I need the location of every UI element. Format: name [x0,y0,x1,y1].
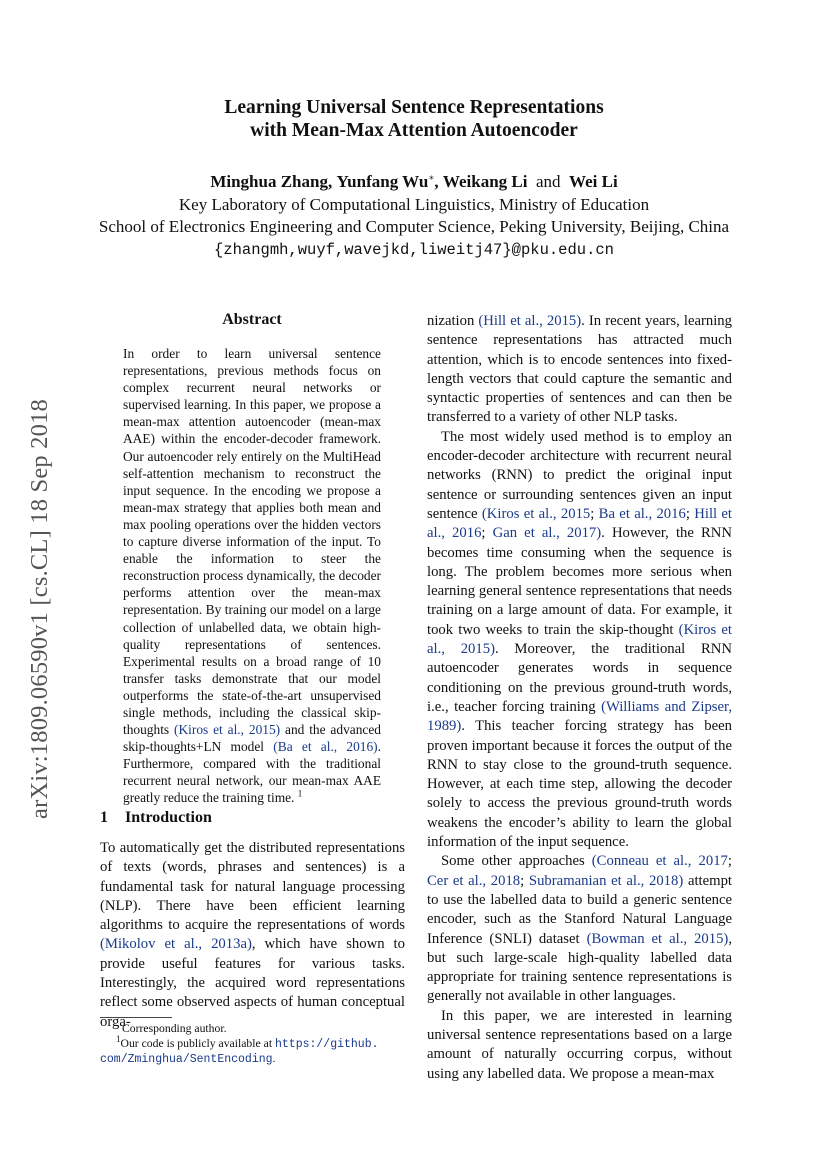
citation-separator: ; [590,505,599,522]
citation-link[interactable]: (Conneau et al., 2017 [591,853,728,870]
citation-link[interactable]: (Mikolov et al., 2013a) [100,936,252,953]
footnotes [100,1022,405,1068]
paragraph-text: . Moreover, the traditional RNN autoencoder generates words in sequence conditioning on the previous ground-truth words, i.e., teacher forcing training [427,641,733,715]
author-2: Yunfang Wu [336,172,429,191]
affiliation-2: School of Electronics Engineering and Computer Science, Peking University, Beijing, China [98,217,730,236]
left-column-body [100,839,405,1032]
title-line-2: with Mean-Max Attention Autoencoder [250,120,578,141]
citation-link[interactable]: Gan et al., 2017) [492,525,602,542]
author-block [0,171,828,261]
footnote-rule [100,1017,172,1018]
paragraph [427,428,732,853]
author-4: Wei Li [569,172,618,191]
section-number: 1 [100,809,108,826]
paragraph-text: attempt to use the labelled data to build a generic sentence encoder, such as the Stanford Natural Language Inference (SNLI) dataset [427,872,732,947]
footnote-corresponding: Corresponding author. [122,1022,227,1035]
right-column-body [427,312,732,1084]
abstract-text: In order to learn universal sentence representations, previous methods focus on complex recurrent neural networks or supervised learning. In this paper, we propose a mean-max attention autoencoder (mean-max AAE) within the encoder-decoder framework. Our autoencoder rely entirely on the MultiHead self-attention mechanism to reconstruct the input sequence. In the encoding we propose a mean-max strategy that applies both mean and max pooling operations over the hidden vectors to capture diverse information of the input. To enable the information to steer the reconstruction process dynamically, the decoder performs attention over the mean-max representation. By training our model on a large collection of unlabelled data, we obtain high-quality representations of sentences. Experimental results on a broad range of 10 transfer tasks demonstrate that our model outperforms the state-of-the-art unsupervised single methods, including the classical skip-thoughts [123,346,381,738]
title-line-1: Learning Universal Sentence Representations [224,97,604,118]
footnote-number: 1 [116,1033,121,1044]
paragraph [100,839,405,1032]
citation-link[interactable]: Subramanian et al., 2018) [528,872,684,889]
citation-separator: ; [520,872,529,889]
section-heading-introduction [100,809,212,827]
abstract-text: . Furthermore, compared with the traditional recurrent neural network, our mean-max AAE greatly reduce the training time. [123,739,382,806]
paragraph-text: The most widely used method is to employ an encoder-decoder architecture with recurrent neural networks (RNN) to predict the original input sentence or surrounding sentences given an input sentence [427,428,732,522]
author-and: and [535,172,561,191]
arxiv-sidebar [22,363,58,855]
footnote-text: . [272,1052,276,1065]
citation-link[interactable]: (Williams and Zipser, 1989) [427,698,732,735]
citation-link[interactable]: (Kiros et al., 2015) [427,621,732,658]
abstract-text: and the advanced skip-thoughts+LN model [123,722,381,755]
footnote-mark: 1 [297,788,303,799]
citation-separator: ; [727,853,732,870]
citation-link[interactable]: Cer et al., 2018 [427,872,521,889]
author-3: Weikang Li [442,172,528,191]
paragraph-text: , but such large-scale high-quality labelled data appropriate for training sentence representations is generally not available in other languages. [427,930,732,1005]
abstract-heading: Abstract [222,311,282,328]
author-1: Minghua Zhang, [210,172,333,191]
code-url-link-cont[interactable]: com/Zminghua/SentEncoding [100,1053,273,1066]
citation-link[interactable]: Ba et al., 2016 [598,505,686,522]
paragraph-text: . However, the RNN becomes time consuming when the sequence is long. The problem becomes more serious when learning general sentence representations that needs training on a large amount of data. For example, it took two weeks to train the skip-thought [427,525,732,638]
affiliation-1: Key Laboratory of Computational Linguistics, Ministry of Education [178,194,650,214]
author-list [0,171,828,194]
paragraph-text: To automatically get the distributed representations of texts (words, phrases and sentences) is a fundamental task for natural language processing (NLP). There have been efficient learning algorithms to acquire the representations of words [100,840,405,934]
paragraph-text: Some other approaches [441,853,592,870]
paragraph: In this paper, we are interested in learning universal sentence representations based on a large amount of naturally occurring corpus, without using any labelled data. We propose a mean-max [427,1007,732,1082]
footnote-code [100,1033,405,1068]
paragraph-text: , which have shown to provide useful features for various tasks. Interestingly, the acquired word representations reflect some observed aspects of human conceptual orga- [100,936,405,1030]
paper-title [0,96,828,142]
citation-separator: ; [481,525,493,542]
citation-separator: ; [685,505,695,522]
citation-link[interactable]: (Hill et al., 2015) [478,313,582,329]
paragraph-text: nization [427,313,479,329]
footnote-text: Our code is publicly available at [120,1036,275,1050]
citation-link[interactable]: (Kiros et al., 2015 [481,505,591,522]
citation-link[interactable]: (Kiros et al., 2015) [174,722,281,738]
citation-link[interactable]: Hill et al., 2016 [427,505,733,542]
corresponding-mark: ∗ [428,172,435,183]
paragraph-text: . This teacher forcing strategy has been proven important because it forces the output of the RNN to stay close to the ground-truth sequence. However, at each time step, allowing the decoder solely to access the previous ground-truth words weakens the encoder’s ability to learn the global information of the input sequence. [427,718,732,851]
code-url-link[interactable]: https://github. [274,1037,379,1051]
arxiv-identifier: arXiv:1809.06590v1 [cs.CL] 18 Sep 2018 [26,399,54,819]
abstract-body [123,345,381,807]
paragraph [427,312,732,428]
author-separator: , [434,172,439,191]
paragraph-text: . In recent years, learning sentence representations has attracted much attention, which is to encode sentences into fixed-length vectors that could capture the semantic and syntactic properties of sentences and can then be transferred to a variety of other NLP tasks. [427,313,732,426]
citation-link[interactable]: (Ba et al., 2016) [273,739,378,755]
paragraph [427,852,732,1006]
citation-link[interactable]: (Bowman et al., 2015) [586,930,729,947]
author-emails: {zhangmh,wuyf,wavejkd,liweitj47}@pku.edu.cn [214,240,614,259]
section-title: Introduction [125,809,212,826]
